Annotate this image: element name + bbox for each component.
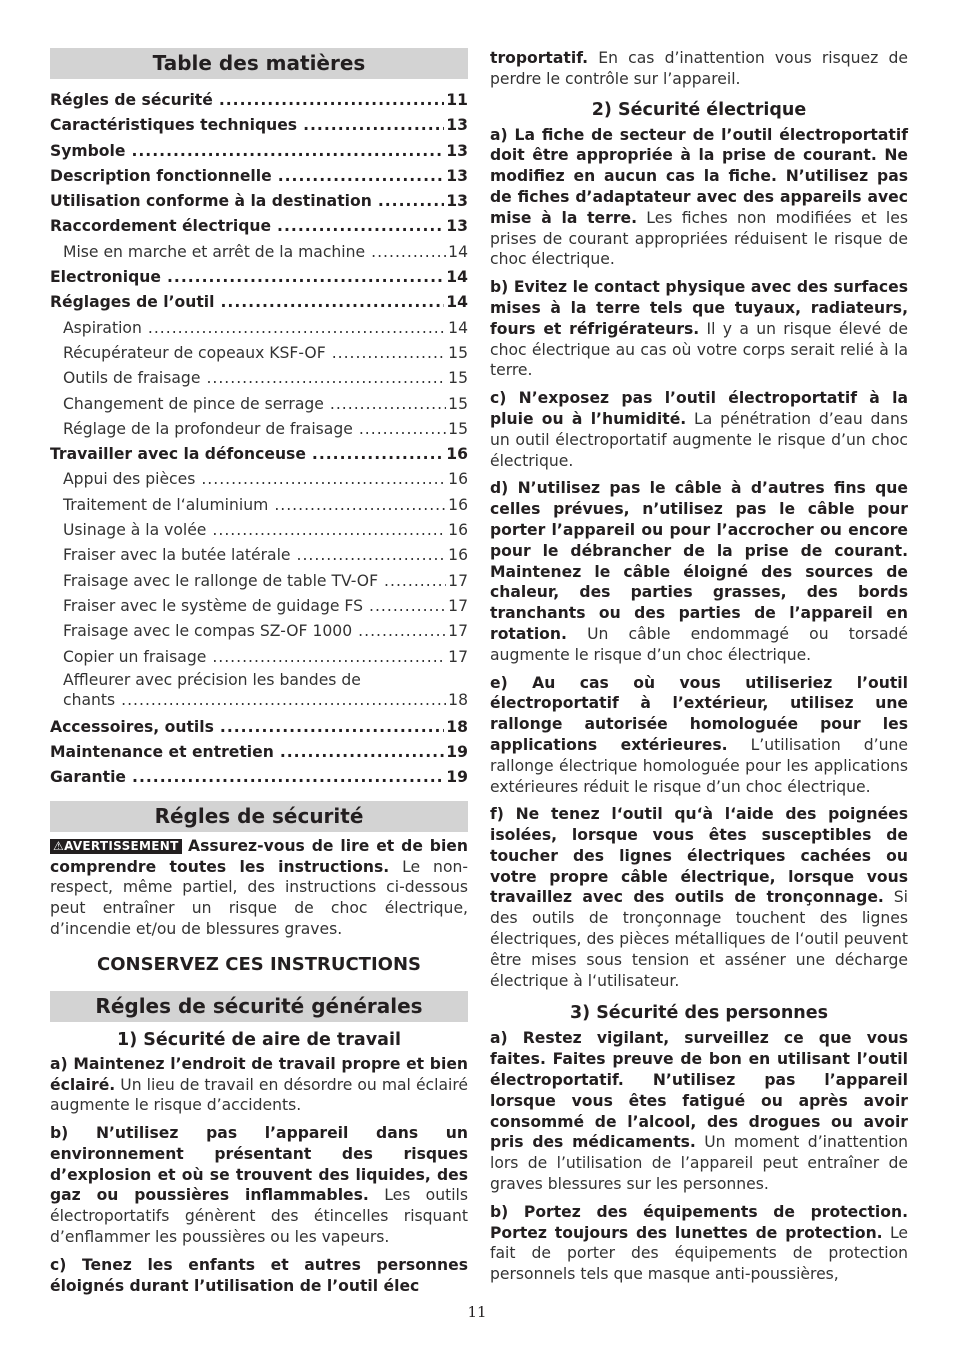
toc-entry[interactable] <box>50 442 468 467</box>
toc-entry-page: 13 <box>446 141 468 160</box>
toc-entry-page: 15 <box>448 394 468 413</box>
toc-entry[interactable] <box>50 594 468 619</box>
right-column <box>490 48 908 1292</box>
rule-2f-bold: f) Ne tenez l‘outil qu‘à l‘aide des poignées isolées, lorsque vous êtes susceptibles de toucher des lignes électriques cachées ou votre propre câble électrique, lorsque vous travaillez avec des outils de tronçonnage. <box>490 805 908 907</box>
toc-entry[interactable] <box>50 341 468 366</box>
toc-entry-page: 17 <box>448 571 468 590</box>
toc-leader-dots <box>121 690 446 710</box>
toc-entry[interactable] <box>50 113 468 138</box>
keep-instructions-heading: CONSERVEZ CES INSTRUCTIONS <box>97 953 421 975</box>
toc-entry[interactable] <box>50 290 468 315</box>
safety-title: Régles de sécurité <box>50 801 468 832</box>
toc-entry[interactable] <box>50 619 468 644</box>
toc-entry-label: Utilisation conforme à la destination <box>50 192 372 211</box>
toc-entry-page: 16 <box>446 445 468 464</box>
toc-leader-dots <box>277 214 444 239</box>
rule-1a <box>50 1054 468 1116</box>
toc-entry[interactable] <box>50 214 468 239</box>
toc-entry-page: 18 <box>446 717 468 736</box>
warning-bold-text: Assurez-vous de lire et de bien comprendre toutes les instructions. <box>50 836 468 876</box>
toc-entry-label: Fraiser avec le système de guidage FS <box>63 596 363 615</box>
rule-3b-bold: b) Portez des équipements de protection. Portez toujours des lunettes de protection. <box>490 1202 908 1242</box>
toc-entry[interactable] <box>50 265 468 290</box>
toc-leader-dots <box>201 467 446 492</box>
toc-entry-label: Changement de pince de serrage <box>63 394 324 413</box>
warning-text: Le non-respect, même partiel, des instructions ci-dessous peut entraîner un risque de choc électrique, d’incendie et/ou de blessures graves. <box>50 857 468 938</box>
warning-paragraph <box>50 836 468 940</box>
rule-2d <box>490 478 908 665</box>
rule-3a-text: Un moment d’inattention lors de l’utilisation de l’appareil peut entraîner de graves blessures sur les personnes. <box>490 1133 908 1194</box>
page-number: 11 <box>467 1303 487 1321</box>
toc-leader-dots <box>384 569 446 594</box>
toc-entry-label: Mise en marche et arrêt de la machine <box>63 242 366 261</box>
table-of-contents <box>50 88 468 791</box>
toc-leader-dots <box>378 189 444 214</box>
toc-entry-label: Electronique <box>50 268 161 287</box>
rule-1a-bold: a) Maintenez l’endroit de travail propre et bien éclairé. <box>50 1054 468 1094</box>
rule-2b-text: Il y a un risque élevé de choc électrique au cas où votre corps serait relié à la terre. <box>490 319 908 380</box>
rule-1c <box>50 1255 468 1297</box>
rule-1c-bold-tail: troportatif. <box>490 49 589 67</box>
toc-entry-label: Fraisage avec le compas SZ-OF 1000 <box>63 622 353 641</box>
toc-entry-page: 14 <box>446 293 468 312</box>
toc-entry[interactable] <box>50 392 468 417</box>
toc-entry-label: Raccordement électrique <box>50 217 272 236</box>
toc-leader-dots <box>278 164 445 189</box>
toc-leader-dots <box>371 240 446 265</box>
toc-entry-page: 15 <box>448 369 468 388</box>
toc-entry-label: Affleurer avec précision les bandes de <box>63 670 361 689</box>
toc-leader-dots <box>219 88 444 113</box>
toc-entry-label: Aspiration <box>63 318 142 337</box>
toc-entry-page: 16 <box>448 470 468 489</box>
section-3-heading: 3) Sécurité des personnes <box>569 1003 829 1024</box>
toc-entry[interactable] <box>50 670 468 710</box>
toc-entry[interactable] <box>50 366 468 391</box>
toc-entry-page: 16 <box>448 495 468 514</box>
toc-entry-label: Usinage à la volée <box>63 521 207 540</box>
rule-2b-bold: b) Evitez le contact physique avec des surfaces mises à la terre tels que tuyaux, radiateurs, fours et réfrigérateurs. <box>490 278 908 338</box>
toc-entry-page: 13 <box>446 217 468 236</box>
toc-entry-page: 17 <box>448 622 468 641</box>
rule-2e <box>490 673 908 798</box>
toc-entry-label: Fraisage avec le rallonge de table TV-OF <box>63 571 379 590</box>
toc-entry-label: Régles de sécurité <box>50 91 213 109</box>
toc-entry[interactable] <box>50 569 468 594</box>
toc-entry[interactable] <box>50 240 468 265</box>
rule-1c-continued <box>490 48 908 90</box>
rule-2b <box>490 277 908 381</box>
rule-2f-text: Si des outils de tronçonnage touchent des lignes électriques, des pièces métalliques de l‘outil peuvent être mises sous tension et asséner une décharge électrique à l‘utilisateur. <box>490 888 908 990</box>
toc-entry-page: 19 <box>446 743 468 762</box>
toc-entry-page: 19 <box>446 768 468 787</box>
rule-2f <box>490 804 908 991</box>
toc-entry-label: Traitement de l‘aluminium <box>63 495 269 514</box>
toc-entry-page: 14 <box>448 242 468 261</box>
toc-leader-dots <box>167 265 444 290</box>
toc-leader-dots <box>332 341 446 366</box>
toc-entry-page: 15 <box>448 343 468 362</box>
toc-entry[interactable] <box>50 715 468 740</box>
rule-1c-text: En cas d’inattention vous risquez de perdre le contrôle sur l’appareil. <box>490 49 908 88</box>
toc-entry-label: Garantie <box>50 768 127 787</box>
toc-entry-page: 13 <box>446 192 468 211</box>
toc-entry-label: Outils de fraisage <box>63 369 201 388</box>
toc-entry-label: Accessoires, outils <box>50 717 214 736</box>
toc-leader-dots <box>297 543 447 568</box>
toc-entry-label: Fraiser avec la butée latérale <box>63 546 291 565</box>
rule-3b <box>490 1202 908 1285</box>
toc-entry-page: 17 <box>448 596 468 615</box>
toc-entry-label: Réglage de la profondeur de fraisage <box>63 419 353 438</box>
toc-entry-label-cont: chants <box>63 690 116 709</box>
toc-entry[interactable] <box>50 740 468 765</box>
general-safety-title: Régles de sécurité générales <box>50 991 468 1022</box>
toc-entry-label: Symbole <box>50 141 126 160</box>
rule-2d-bold: d) N’utilisez pas le câble à d’autres fins que celles prévues, n’utilisez pas le câble pour porter l’appareil ou pour l’accrocher ou encore pour le débrancher de la prise de courant. Maintenez le câble éloigné des sources de chaleur, des parties grasses, des bords tranchants ou des parties de l’appareil en rotation. <box>490 479 908 643</box>
toc-entry-label: Travailler avec la défonceuse <box>50 445 306 464</box>
rule-2e-bold: e) Au cas où vous utiliseriez l’outil électroportatif à l’extérieur, utilisez une rallonge autorisée homologuée pour les applications extérieures. <box>490 673 908 754</box>
toc-leader-dots <box>131 139 444 164</box>
toc-entry[interactable] <box>50 765 468 790</box>
rule-2c <box>490 388 908 471</box>
toc-title: Table des matières <box>50 48 468 79</box>
toc-entry-page: 15 <box>448 419 468 438</box>
rule-3a-bold: a) Restez vigilant, surveillez ce que vous faites. Faites preuve de bon en utilisant l’outil électroportatif. N’utilisez pas l’appareil lorsque vous êtes fatigué ou après avoir consommé de l’alcool, des drogues ou avoir pris des médicaments. <box>490 1029 908 1152</box>
toc-entry[interactable] <box>50 417 468 442</box>
toc-entry[interactable] <box>50 164 468 189</box>
rule-3a <box>490 1028 908 1194</box>
warning-badge: ⚠AVERTISSEMENT <box>50 839 182 854</box>
toc-leader-dots <box>212 645 446 670</box>
toc-leader-dots <box>359 417 446 442</box>
toc-entry-page: 14 <box>446 268 468 287</box>
toc-entry-page: 18 <box>448 690 468 709</box>
toc-entry[interactable] <box>50 189 468 214</box>
rule-1b-bold: b) N’utilisez pas l’appareil dans un environnement présentant des risques d’explosion et où se trouvent des liquides, des gaz ou poussières inflammables. <box>50 1124 468 1205</box>
toc-entry[interactable] <box>50 139 468 164</box>
left-column <box>50 48 468 1304</box>
rule-2a-bold: a) La fiche de secteur de l’outil électroportatif doit être appropriée à la prise de courant. Ne modifiez en aucun cas la fiche. N’utilisez pas de fiches d’adaptateur avec des appareils avec mise à la terre. <box>490 125 908 227</box>
section-1-heading: 1) Sécurité de aire de travail <box>117 1029 401 1050</box>
toc-entry[interactable] <box>50 543 468 568</box>
toc-entry-page: 16 <box>448 546 468 565</box>
toc-entry-page: 16 <box>448 521 468 540</box>
toc-entry-page: 14 <box>448 318 468 337</box>
rule-3b-text: Le fait de porter des équipements de protection personnels tels que masque anti-poussières, <box>490 1223 908 1284</box>
rule-2c-bold: c) N’exposez pas l’outil électroportatif à la pluie ou à l’humidité. <box>490 389 908 428</box>
toc-entry[interactable] <box>50 88 468 113</box>
warning-triangle-icon: ⚠ <box>53 838 65 853</box>
toc-leader-dots <box>132 765 444 790</box>
toc-leader-dots <box>312 442 444 467</box>
toc-entry-label: Maintenance et entretien <box>50 743 274 762</box>
toc-entry-label: Caractéristiques techniques <box>50 116 298 135</box>
rule-2d-text: Un câble endommagé ou torsadé augmente le risque d’un choc électrique. <box>490 624 908 664</box>
rule-1a-text: Un lieu de travail en désordre ou mal éclairé augmente le risque d’accidents. <box>50 1075 468 1115</box>
toc-entry[interactable] <box>50 316 468 341</box>
toc-leader-dots <box>274 493 446 518</box>
toc-leader-dots <box>148 316 446 341</box>
toc-entry-label: Description fonctionnelle <box>50 166 272 185</box>
toc-leader-dots <box>358 619 446 644</box>
section-2-heading: 2) Sécurité électrique <box>591 99 807 120</box>
toc-entry-page: 17 <box>448 647 468 666</box>
toc-entry-page: 11 <box>446 91 468 109</box>
toc-entry-label: Appui des pièces <box>63 470 196 489</box>
rule-2a <box>490 125 908 271</box>
toc-entry-label: Récupérateur de copeaux KSF-OF <box>63 343 326 362</box>
toc-leader-dots <box>206 366 446 391</box>
toc-leader-dots <box>280 740 444 765</box>
toc-entry-label: Réglages de l’outil <box>50 293 215 312</box>
toc-leader-dots <box>212 518 446 543</box>
rule-2e-text: L’utilisation d’une rallonge électrique homologuée pour les applications extérieures réduit le risque d’un choc électrique. <box>490 735 908 796</box>
rule-1c-bold: c) Tenez les enfants et autres personnes éloignés durant l’utilisation de l’outil élec <box>50 1255 468 1295</box>
toc-leader-dots <box>220 290 444 315</box>
toc-leader-dots <box>369 594 446 619</box>
rule-1b-text: Les outils électroportatifs génèrent des étincelles risquant d’enflammer les poussières ou les vapeurs. <box>50 1186 468 1247</box>
toc-entry[interactable] <box>50 467 468 492</box>
toc-leader-dots <box>330 392 446 417</box>
toc-entry[interactable] <box>50 493 468 518</box>
toc-leader-dots <box>220 715 444 740</box>
toc-entry[interactable] <box>50 518 468 543</box>
toc-entry[interactable] <box>50 645 468 670</box>
rule-2c-text: La pénétration d’eau dans un outil électroportatif augmente le risque d’un choc électrique. <box>490 409 908 470</box>
toc-entry-label: Copier un fraisage <box>63 647 207 666</box>
rule-1b <box>50 1123 468 1248</box>
toc-leader-dots <box>303 113 444 138</box>
toc-entry-page: 13 <box>446 116 468 135</box>
toc-entry-page: 13 <box>446 166 468 185</box>
rule-2a-text: Les fiches non modifiées et les prises de courant appropriées réduisent le risque de choc électrique. <box>490 208 908 269</box>
